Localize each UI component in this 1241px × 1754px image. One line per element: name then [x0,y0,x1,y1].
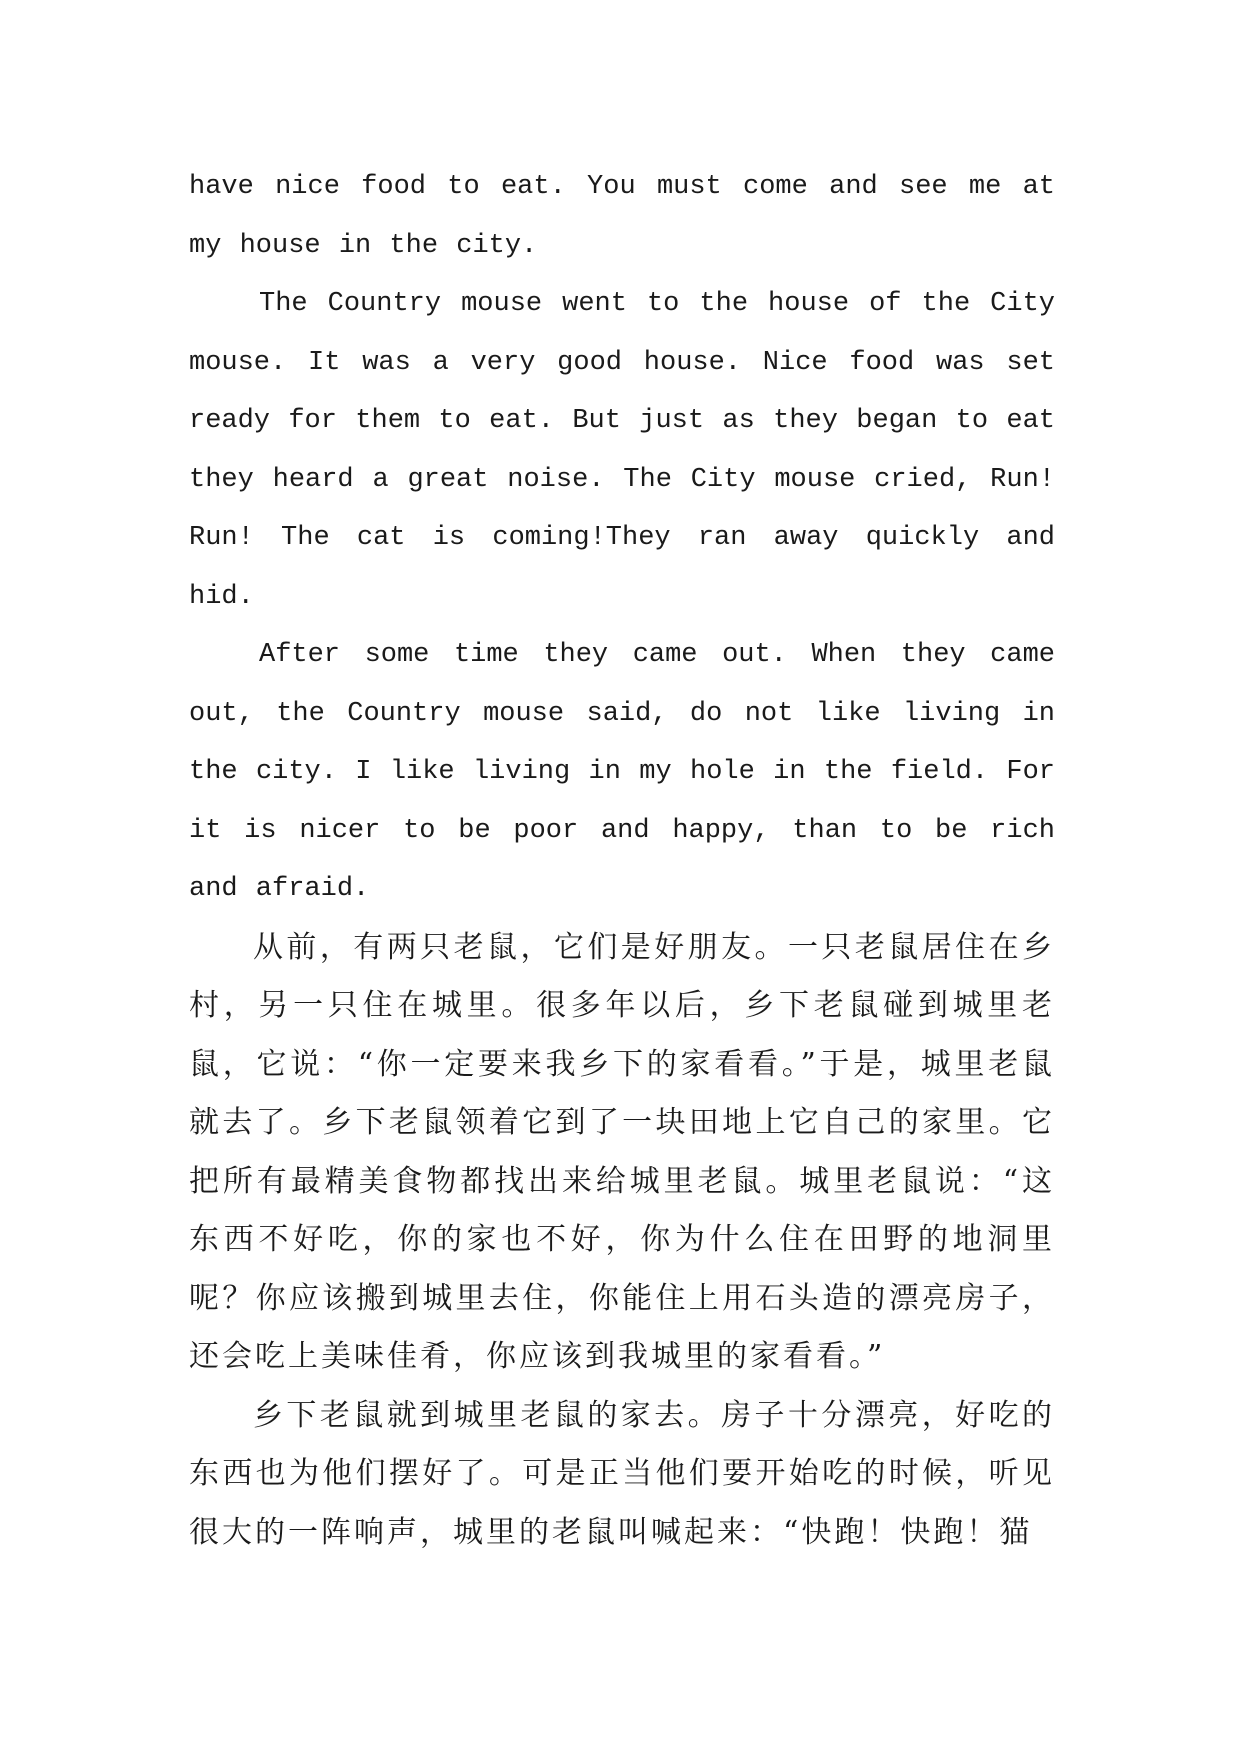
paragraph-zh-2: 乡下老鼠就到城里老鼠的家去。房子十分漂亮，好吃的东西也为他们摆好了。可是正当他们要开始吃的时候，听见很大的一阵响声，城里的老鼠叫喊起来：“快跑！快跑！猫 [189,1397,1055,1550]
body-text [189,158,1055,1562]
paragraph-zh-1: 从前，有两只老鼠，它们是好朋友。一只老鼠居住在乡村，另一只住在城里。很多年以后，乡下老鼠碰到城里老鼠，它说：“你一定要来我乡下的家看看。”于是，城里老鼠就去了。乡下老鼠领着它到了一块田地上它自己的家里。它把所有最精美食物都找出来给城里老鼠。城里老鼠说：“这东西不好吃，你的家也不好，你为什么住在田野的地洞里呢？你应该搬到城里去住，你能住上用石头造的漂亮房子，还会吃上美味佳肴，你应该到我城里的家看看。” [189,929,1055,1374]
paragraph-en-2: The Country mouse went to the house of the City mouse. It was a very good house. Nice food was set ready for them to eat. But just as they began to eat they heard a great noise. The City mouse cried, Run! Run! The cat is coming!They ran away quickly and hid. [189,289,1055,612]
paragraph-en-3: After some time they came out. When they came out, the Country mouse said, do not like living in the city. I like living in my hole in the field. For it is nicer to be poor and happy, than to be rich and afraid. [189,640,1055,904]
paragraph-en-1: have nice food to eat. You must come and see me at my house in the city. [189,172,1055,261]
